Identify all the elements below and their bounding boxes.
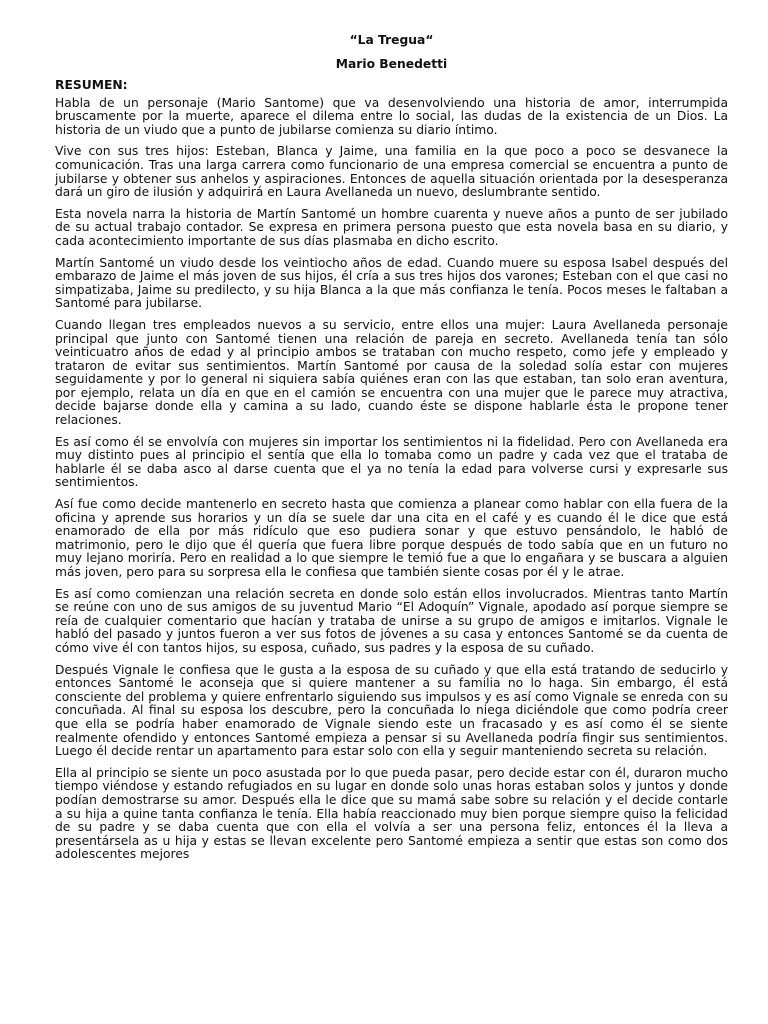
section-heading: RESUMEN: <box>55 78 128 92</box>
paragraph: Es así como comienzan una relación secreta en donde solo están ellos involucrados. Mientras tanto Martín se reúne con uno de sus amigos de su juventud Mario “El Adoquín” Vignale, apodado así porque siempre se reía de cualquier comentario que hacían y trataba de unirse a su grupo de amigos e imitarlos. Vignale le habló del pasado y juntos fueron a ver sus fotos de jóvenes a su casa y entonces Santomé se da cuenta de cómo vive él con tantos hijos, su esposa, cuñado, sus padres y la esposa de su cuñado. <box>55 586 728 655</box>
document-title: “La Tregua“ <box>349 33 434 47</box>
paragraph: Esta novela narra la historia de Martín Santomé un hombre cuarenta y nueve años a punto de ser jubilado de su actual trabajo contador. Se expresa en primera persona puesto que esta novela basa en su diario, y cada acontecimiento importante de sus días plasmaba en dicho escrito. <box>55 206 728 248</box>
document-page <box>55 33 728 870</box>
paragraph: Martín Santomé un viudo desde los veintiocho años de edad. Cuando muere su esposa Isabel después del embarazo de Jaime el más joven de sus hijos, él cría a sus tres hijos dos varones; Esteban con el que casi no simpatizaba, Jaime su predilecto, y su hija Blanca a la que más confianza le tenía. Pocos meses le faltaban a Santomé para jubilarse. <box>55 255 728 311</box>
paragraph: Es así como él se envolvía con mujeres sin importar los sentimientos ni la fidelidad. Pero con Avellaneda era muy distinto pues al principio el sentía que ella lo tomaba como un padre y cada vez que el trataba de hablarle él se daba asco al darse cuenta que el ya no tenía la edad para volverse cursi y expresarle sus sentimientos. <box>55 434 728 490</box>
paragraph: Ella al principio se siente un poco asustada por lo que pueda pasar, pero decide estar con él, duraron mucho tiempo viéndose y estando refugiados en su lugar en donde solo unas horas estaban solos y juntos y donde podían demostrarse su amor. Después ella le dice que su mamá sabe sobre su relación y el decide contarle a su hija a quine tanta confianza le tenía. Ella había reaccionado muy bien porque siempre quiso la felicidad de su padre y se daba cuenta que con ella el volvía a ser una persona feliz, entonces él la lleva a presentársela as u hija y estas se llevan excelente pero Santomé empieza a sentir que estas son como dos adolescentes mejores <box>55 765 728 862</box>
paragraph: Así fue como decide mantenerlo en secreto hasta que comienza a planear como hablar con ella fuera de la oficina y aprende sus horarios y un día se suele dar una cita en el café y es cuando él le dice que está enamorado de ella por más ridículo que eso pudiera sonar y que estuvo pensándolo, le habló de matrimonio, pero le dijo que él quería que fuera libre porque después de todo sabía que en un futuro no muy lejano moriría. Pero en realidad a lo que siempre le temió fue a que lo engañara y se buscara a alguien más joven, pero para su sorpresa ella le confiesa que también siente cosas por él y le atrae. <box>55 497 728 579</box>
paragraph: Vive con sus tres hijos: Esteban, Blanca y Jaime, una familia en la que poco a poco se desvanece la comunicación. Tras una larga carrera como funcionario de una empresa comercial se encuentra a punto de jubilarse y obtener sus anhelos y aspiraciones. Entonces de aquella situación orientada por la desesperanza dará un giro de ilusión y adquirirá en Laura Avellaneda un nuevo, deslumbrante sentido. <box>55 144 728 200</box>
paragraph: Después Vignale le confiesa que le gusta a la esposa de su cuñado y que ella está tratando de seducirlo y entonces Santomé le aconseja que si quiere mantener a su familia no lo haga. Sin embargo, él está consciente del problema y quiere enfrentarlo siguiendo sus impulsos y es así como Vignale se enreda con su concuñada. Al final su esposa los descubre, pero la concuñada lo niega diciéndole que como podría creer que ella se podría haber enamorado de Vignale siendo este un fracasado y es así como él se siente realmente ofendido y entonces Santomé empieza a pensar si su Avellaneda podría fingir sus sentimientos. Luego él decide rentar un apartamento para estar solo con ella y seguir manteniendo secreta su relación. <box>55 662 728 759</box>
paragraph: Cuando llegan tres empleados nuevos a su servicio, entre ellos una mujer: Laura Avellaneda personaje principal que junto con Santomé tienen una relación de pareja en secreto. Avellaneda tenía tan sólo veinticuatro años de edad y al principio ambos se trataban con mucho respeto, como jefe y empleado y trataron de evitar sus sentimientos. Martín Santomé por causa de la soledad solía estar con mujeres seguidamente y por lo general ni siquiera sabía quiénes eran con las que estaban, tan solo eran aventura, por ejemplo, relata un día en que en el camión se encuentra con una mujer que le parece muy atractiva, decide bajarse donde ella y camina a su lado, cuando éste se dispone hablarle ésta le propone tener relaciones. <box>55 317 728 428</box>
paragraph: Habla de un personaje (Mario Santome) que va desenvolviendo una historia de amor, interrumpida bruscamente por la muerte, aparece el dilema entre lo social, las dudas de la existencia de un Dios. La historia de un viudo que a punto de jubilarse comienza su diario íntimo. <box>55 95 728 137</box>
document-author: Mario Benedetti <box>335 57 448 71</box>
